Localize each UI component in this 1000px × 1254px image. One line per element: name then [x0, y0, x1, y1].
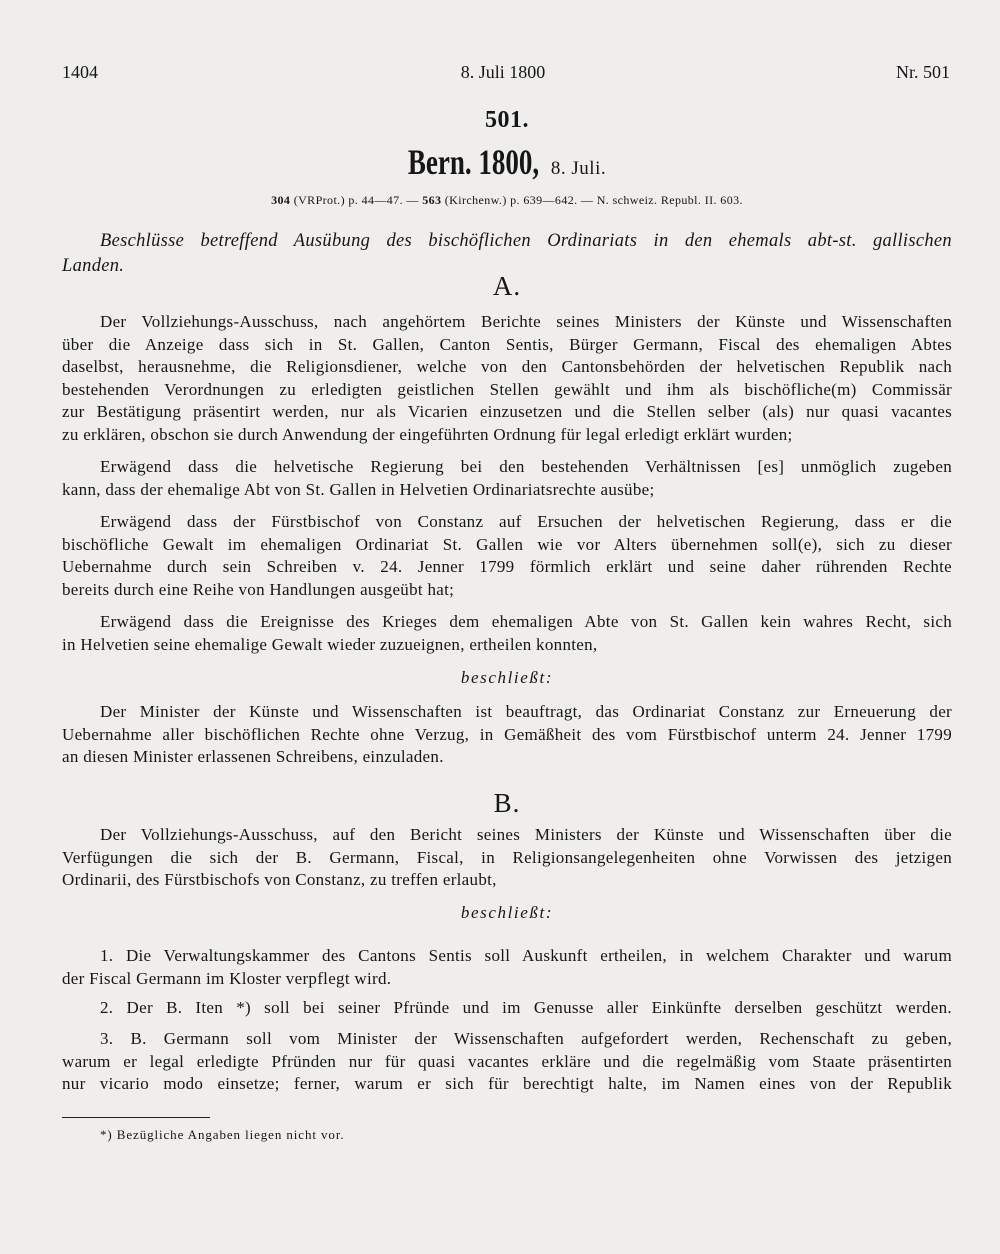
text-line: der Fiscal Germann im Kloster verpflegt wird. — [62, 968, 392, 988]
text-line: Erwägend dass die Ereignisse des Krieges dem ehemaligen Abte von St. Gallen kein wahres Recht, sich — [100, 612, 952, 631]
decision-paragraph — [62, 701, 952, 769]
text-line: Uebernahme durch sein Schreiben v. 24. Jenner 1799 förmlich erklärt und seine daher rührenden Rechte — [62, 557, 952, 576]
text-line: Uebernahme aller bischöflichen Rechte ohne Verzug, in Gemäßheit des vom Fürstbischof unterm 24. Jenner 1799 — [62, 724, 952, 744]
section-a-heading: A. — [492, 271, 522, 301]
text-line: Der Vollziehungs-Ausschuss, auf den Bericht seines Ministers der Künste und Wissenschaften über die — [100, 825, 952, 844]
title-line: Landen. — [62, 256, 125, 276]
text-line: 2. Der B. Iten *) soll bei seiner Pfründe und im Genusse aller Einkünfte derselben geschützt werden. — [100, 998, 952, 1017]
footnote-rule — [62, 1117, 210, 1118]
source-a-text: (VRProt.) p. 44—47. — — [290, 193, 423, 207]
resolution-formula: beschließt: — [460, 668, 554, 687]
list-item — [62, 1028, 952, 1096]
text-line: in Helvetien seine ehemalige Gewalt wieder zuzueignen, ertheilen konnten, — [62, 634, 598, 654]
paragraph — [62, 311, 952, 446]
text-line: Verfügungen die sich der B. Germann, Fiscal, in Religionsangelegenheiten ohne Vorwissen des jetzigen — [62, 847, 952, 867]
paragraph — [62, 511, 952, 601]
place-day: 8. Juli. — [550, 158, 607, 179]
title-line: Beschlüsse betreffend Ausübung des bischöflichen Ordinariats in den ehemals abt-st. gallischen — [100, 231, 952, 251]
header-date: 8. Juli 1800 — [460, 62, 546, 82]
source-a-number: 304 — [271, 193, 291, 207]
text-line: Der Minister der Künste und Wissenschaften ist beauftragt, das Ordinariat Constanz zur Erneuerung der — [100, 702, 952, 721]
paragraph — [62, 611, 952, 656]
source-b-text: (Kirchenw.) p. 639—642. — N. schweiz. Republ. II. 603. — [441, 193, 743, 207]
text-line: Ordinarii, des Fürstbischofs von Constanz, zu treffen erlaubt, — [62, 870, 497, 889]
text-line: zu erklären, obschon sie durch Anwendung der eingeführten Ordnung für legal erledigt erklärt wurden; — [62, 424, 793, 444]
text-line: zur Bestätigung präsentirt werden, nur als Vicarien einzusetzen und die Stellen selber (als) nur quasi vacantes — [62, 402, 952, 421]
footnote: *) Bezügliche Angaben liegen nicht vor. — [100, 1127, 345, 1142]
paragraph — [62, 456, 952, 501]
document-number: 501. — [485, 107, 529, 133]
page-number: 1404 — [62, 62, 98, 82]
text-line: über die Anzeige dass sich in St. Gallen, Canton Sentis, Bürger Germann, Fiscal des ehemaligen Abtes — [62, 334, 952, 354]
list-item — [62, 945, 952, 990]
section-b-heading: B. — [493, 788, 521, 818]
list-item — [62, 997, 952, 1020]
text-line: 1. Die Verwaltungskammer des Cantons Sentis soll Auskunft ertheilen, in welchem Charakter und warum — [100, 946, 952, 965]
text-line: Der Vollziehungs-Ausschuss, nach angehörtem Berichte seines Ministers der Künste und Wissenschaften — [100, 312, 952, 331]
resolution-formula: beschließt: — [460, 903, 554, 922]
text-line: Erwägend dass der Fürstbischof von Constanz auf Ersuchen der helvetischen Regierung, dass er die — [100, 512, 952, 531]
text-line: kann, dass der ehemalige Abt von St. Gallen in Helvetien Ordinariatsrechte ausübe; — [62, 479, 655, 499]
text-line: Erwägend dass die helvetische Regierung bei den bestehenden Verhältnissen [es] unmöglich zugeben — [100, 457, 952, 476]
text-line: an diesen Minister erlassenen Schreibens, einzuladen. — [62, 747, 444, 766]
source-references — [62, 192, 952, 208]
header-document-number: Nr. 501 — [896, 62, 950, 82]
source-b-number: 563 — [422, 193, 442, 207]
text-line: 3. B. Germann soll vom Minister der Wissenschaften aufgefordert werden, Rechenschaft zu geben, — [100, 1029, 952, 1048]
text-line: daselbst, herausnehme, die Religionsdiener, welche von den Cantonsbehörden der helvetischen Republik nach — [62, 357, 952, 376]
text-line: bereits durch eine Reihe von Handlungen ausgeübt hat; — [62, 579, 455, 599]
paragraph — [62, 824, 952, 892]
text-line: bestehenden Verordnungen zu erledigten geistlichen Stellen gewählt und ihm als bischöfliche(m) Commissär — [62, 379, 952, 399]
text-line: bischöfliche Gewalt im ehemaligen Ordinariat St. Gallen wie vor Alters übernehmen soll(e), sich zu dieser — [62, 534, 952, 554]
place-year: Bern. 1800, — [407, 142, 540, 182]
text-line: warum er legal erledigte Pfründen nur für quasi vacantes erkläre und die regelmäßig vom Staate präsentirten — [62, 1051, 952, 1071]
place-date-line — [62, 140, 952, 184]
text-line: nur vicario modo einsetze; ferner, warum er sich für berechtigt halte, im Namen eines von der Republik — [62, 1074, 952, 1093]
running-header — [0, 60, 1000, 84]
